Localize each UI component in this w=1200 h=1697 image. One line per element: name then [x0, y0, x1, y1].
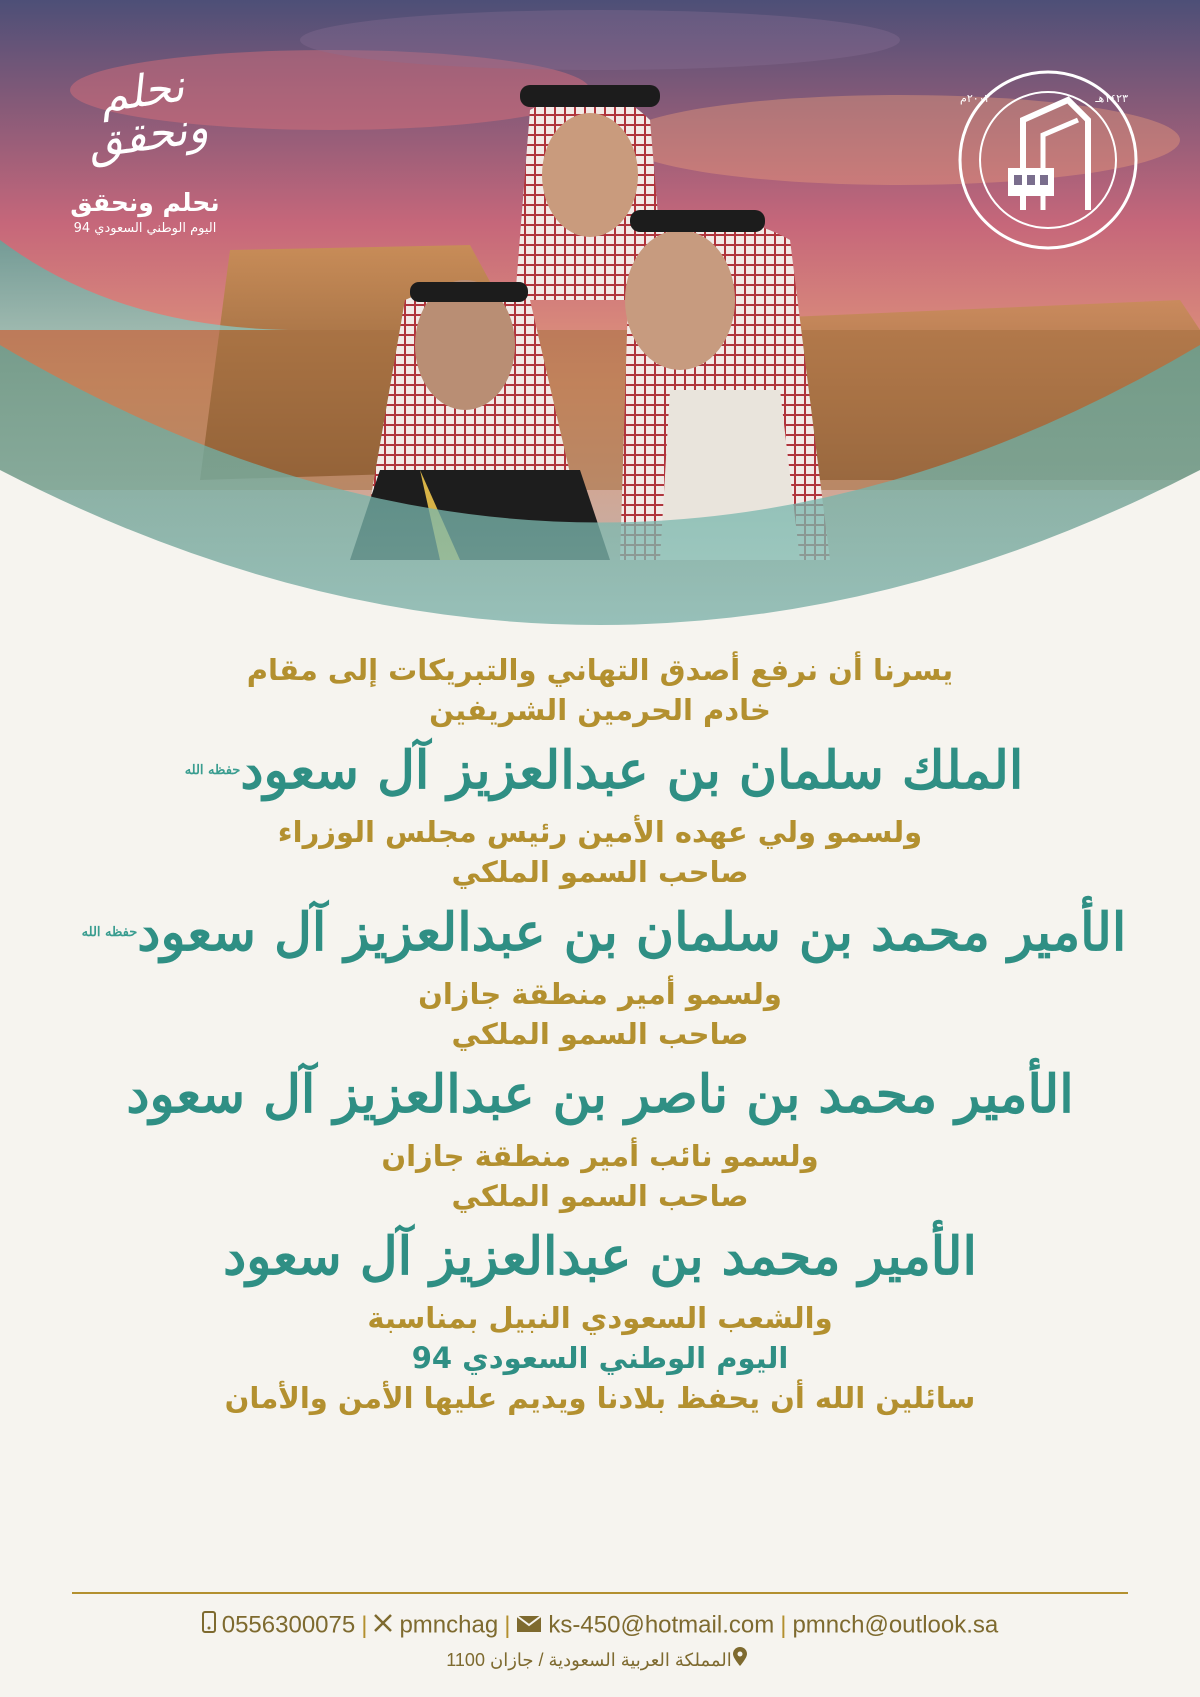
people-line: والشعب السعودي النبيل بمناسبة [367, 1301, 833, 1335]
emir-line-1: ولسمو أمير منطقة جازان [418, 977, 782, 1011]
intro-line-1: يسرنا أن نرفع أصدق التهاني والتبريكات إلى مقام [246, 653, 954, 687]
contact-row [0, 1608, 1200, 1643]
logo-script-text: نحلم ونحقق [84, 60, 212, 169]
contact-footer [0, 1608, 1200, 1676]
separator: | [780, 1611, 787, 1639]
gregorian-year: ٢٠٠٢م [960, 92, 991, 105]
organization-logo [948, 60, 1148, 260]
address-text: المملكة العربية السعودية / جازان 1100 [446, 1649, 732, 1670]
occasion-line: اليوم الوطني السعودي 94 [411, 1341, 789, 1375]
intro-line-2: خادم الحرمين الشريفين [429, 693, 771, 727]
crown-prince-name [0, 896, 1200, 970]
greeting-message [0, 650, 1200, 1418]
national-day-logo [40, 60, 250, 236]
email-outlook[interactable]: pmnch@outlook.sa [792, 1611, 999, 1639]
king-name-text: الملك سلمان بن عبدالعزيز آل سعود [240, 740, 1024, 801]
separator: | [361, 1611, 368, 1639]
email-hotmail[interactable]: ks-450@hotmail.com [548, 1611, 775, 1639]
separator: | [504, 1611, 511, 1639]
crown-prince-line-2: صاحب السمو الملكي [451, 855, 749, 889]
phone-number[interactable]: 0556300075 [221, 1611, 356, 1639]
deputy-emir-name: الأمير محمد بن عبدالعزيز آل سعود [223, 1226, 977, 1287]
crown-prince-honorific: حفظه الله [81, 925, 138, 940]
logo-subtitle: اليوم الوطني السعودي 94 [73, 221, 217, 236]
crown-prince-line-1: ولسمو ولي عهده الأمين رئيس مجلس الوزراء [277, 815, 923, 849]
x-handle[interactable]: pmnchag [399, 1611, 499, 1639]
emir-line-2: صاحب السمو الملكي [451, 1017, 749, 1051]
footer-divider [72, 1592, 1128, 1594]
location-pin-icon [732, 1646, 748, 1676]
hijri-year: ١٤٢٣هـ [1095, 92, 1128, 105]
building-emblem-icon [948, 60, 1148, 260]
king-honorific: حفظه الله [184, 763, 241, 778]
prayer-line: سائلين الله أن يحفظ بلادنا ويديم عليها الأمن والأمان [224, 1381, 976, 1415]
deputy-emir-line-2: صاحب السمو الملكي [451, 1179, 749, 1213]
mail-icon [516, 1609, 542, 1643]
emir-name: الأمير محمد بن ناصر بن عبدالعزيز آل سعود [126, 1064, 1074, 1125]
address-row [0, 1645, 1200, 1676]
hero-banner [0, 0, 1200, 640]
king-name [0, 734, 1200, 808]
crown-prince-name-text: الأمير محمد بن سلمان بن عبدالعزيز آل سعود [137, 902, 1127, 963]
deputy-emir-line-1: ولسمو نائب أمير منطقة جازان [381, 1139, 819, 1173]
x-logo-icon [373, 1609, 393, 1643]
logo-title: نحلم ونحقق [70, 188, 220, 217]
phone-icon [202, 1609, 216, 1643]
